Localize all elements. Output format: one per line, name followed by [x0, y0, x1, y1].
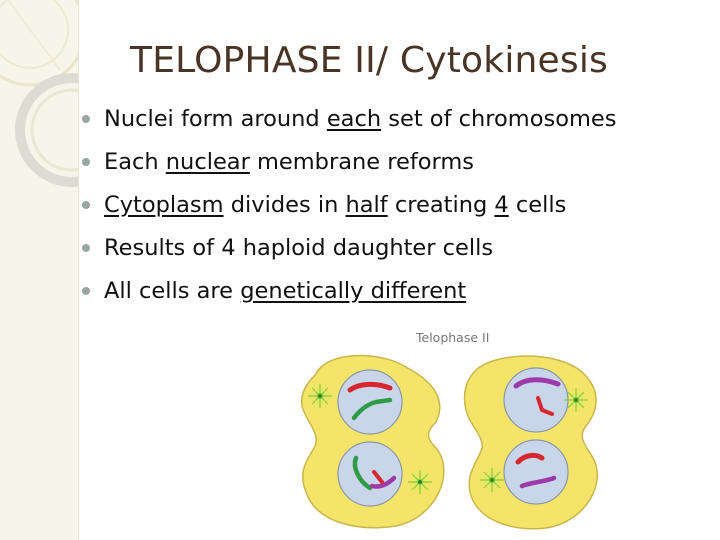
bullet-text: membrane reforms — [249, 149, 475, 175]
figure-label: Telophase II — [416, 330, 490, 345]
underlined-text: genetically different — [240, 278, 467, 304]
bullet-item — [82, 229, 616, 272]
bullet-dot-icon — [82, 201, 90, 209]
bullet-dot-icon — [82, 244, 90, 252]
bullet-text: Results of 4 haploid daughter cells — [104, 235, 494, 261]
underlined-text: 4 — [494, 192, 509, 218]
sidebar-decoration — [0, 0, 79, 540]
bullet-dot-icon — [82, 115, 90, 123]
bullet-item — [82, 143, 616, 186]
slide-title: TELOPHASE II/ Cytokinesis — [130, 40, 609, 81]
bullet-item — [82, 186, 616, 229]
cells-illustration — [286, 322, 616, 536]
bullet-text: All cells are — [104, 278, 241, 304]
bullet-dot-icon — [82, 287, 90, 295]
underlined-text: nuclear — [165, 149, 250, 175]
underlined-text: Cytoplasm — [104, 192, 224, 218]
bullet-text: Nuclei form around — [104, 106, 327, 132]
underlined-text: half — [345, 192, 388, 218]
decorative-rings — [0, 0, 78, 540]
telophase-diagram — [286, 322, 616, 536]
nucleus — [504, 440, 568, 504]
underlined-text: each — [326, 106, 382, 132]
nucleus — [338, 442, 402, 506]
bullet-text: creating — [387, 192, 495, 218]
bullet-item — [82, 272, 616, 315]
bullet-item — [82, 100, 616, 143]
bullet-list — [82, 100, 616, 315]
bullet-dot-icon — [82, 158, 90, 166]
bullet-text: set of chromosomes — [381, 106, 617, 132]
bullet-text: Each — [104, 149, 166, 175]
bullet-text: divides in — [223, 192, 346, 218]
bullet-text: cells — [508, 192, 567, 218]
